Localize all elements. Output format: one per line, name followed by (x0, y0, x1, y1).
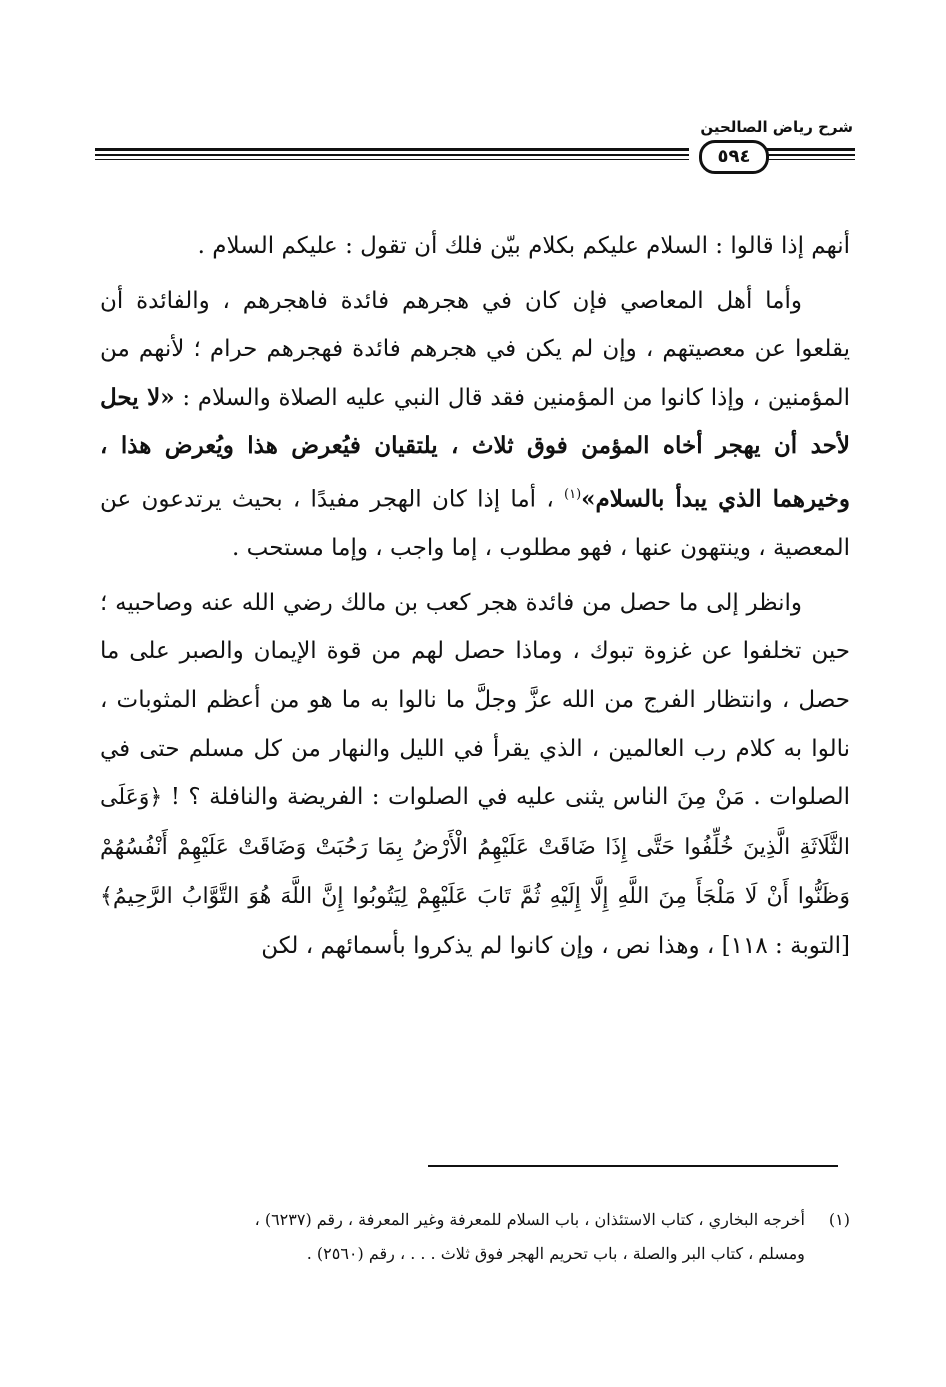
paragraph (100, 222, 850, 271)
quran-verse: وَعَلَى الثَّلَاثَةِ الَّذِينَ خُلِّفُوا حَتَّى إِذَا ضَاقَتْ عَلَيْهِمُ الْأَرْضُ بِمَا رَحُبَتْ وَضَاقَتْ عَلَيْهِمْ أَنْفُسُهُمْ وَظَنُّوا أَنْ لَا مَلْجَأَ مِنَ اللَّهِ إِلَّا إِلَيْهِ ثُمَّ تَابَ عَلَيْهِمْ لِيَتُوبُوا إِنَّ اللَّهَ هُوَ التَّوَّابُ الرَّحِيمُ (100, 785, 850, 910)
paragraph-text: بحيث يرتدعون عن المعصية ، وينتهون عنها ، فهو مطلوب ، إما واجب ، وإما مستحب . (100, 486, 850, 562)
paragraph (100, 277, 850, 573)
body-text (100, 222, 850, 971)
paragraph (100, 579, 850, 971)
quran-open-bracket: ﴿ (149, 785, 163, 811)
header-rule (763, 159, 855, 160)
paragraph-text: ، أما إذا كان الهجر مفيدًا ، (292, 486, 565, 513)
header-rule (95, 148, 689, 151)
paragraph-text: وهذا نص ، وإن كانوا لم يذكروا بأسمائهم ، لكن (261, 932, 700, 959)
footnote-text: ومسلم ، كتاب البر والصلة ، باب تحريم الهجر فوق ثلاث . . . ، رقم (٢٥٦٠) . (306, 1244, 805, 1263)
book-title: شرح رياض الصالحين (700, 118, 853, 136)
header-rule (95, 159, 689, 160)
header-rule (763, 148, 855, 151)
footnote (100, 1237, 850, 1271)
paragraph-text: وأما أهل المعاصي فإن كان في هجرهم فائدة فاهجرهم ، والفائدة أن يقلعوا عن معصيتهم ، وإن لم يكن في هجرهم فائدة فهجرهم حرام ؛ لأنهم من المؤمنين ، وإذا كانوا من المؤمنين فقد قال النبي عليه الصلاة والسلام : (100, 287, 850, 411)
quran-close-bracket: ﴾ (100, 884, 113, 910)
header-rule (95, 154, 689, 156)
header-rule (763, 154, 855, 156)
verse-reference: [التوبة : ١١٨] ، (699, 932, 850, 959)
footnotes (100, 1203, 850, 1271)
page-header (95, 118, 855, 176)
footnote (100, 1203, 850, 1237)
footnote-number: (١) (828, 1210, 850, 1229)
paragraph-text: وانظر إلى ما حصل من فائدة هجر كعب بن مالك رضي الله عنه وصاحبيه ؛ حين تخلفوا عن غزوة تبوك ، وماذا حصل لهم من قوة الإيمان والصبر على ما حصل ، وانتظار الفرج من الله عزَّ وجلَّ ما نالوا به ما هو من أعظم المثوبات ، نالوا به كلام رب العالمين ، الذي يقرأ في الليل والنهار من كل مسلم حتى في الصلوات . مَنْ مِنَ الناس يثنى عليه في الصلوات : الفريضة والنافلة ؟ ! (100, 589, 851, 811)
footnote-separator (428, 1165, 838, 1167)
footnote-reference: (١) (564, 486, 582, 502)
page-number: ٥٩٤ (699, 140, 769, 174)
hadith-quote: «لا يحل لأحد أن يهجر أخاه المؤمن فوق ثلاث ، يلتقيان فيُعرض هذا ويُعرض هذا ، وخيرهما الذي يبدأ بالسلام» (100, 383, 850, 513)
paragraph-text: أنهم إذا قالوا : السلام عليكم بكلام بيّن فلك أن تقول : عليكم السلام . (197, 233, 850, 259)
footnote-text: أخرجه البخاري ، كتاب الاستئذان ، باب السلام للمعرفة وغير المعرفة ، رقم (٦٢٣٧) ، (254, 1210, 805, 1229)
